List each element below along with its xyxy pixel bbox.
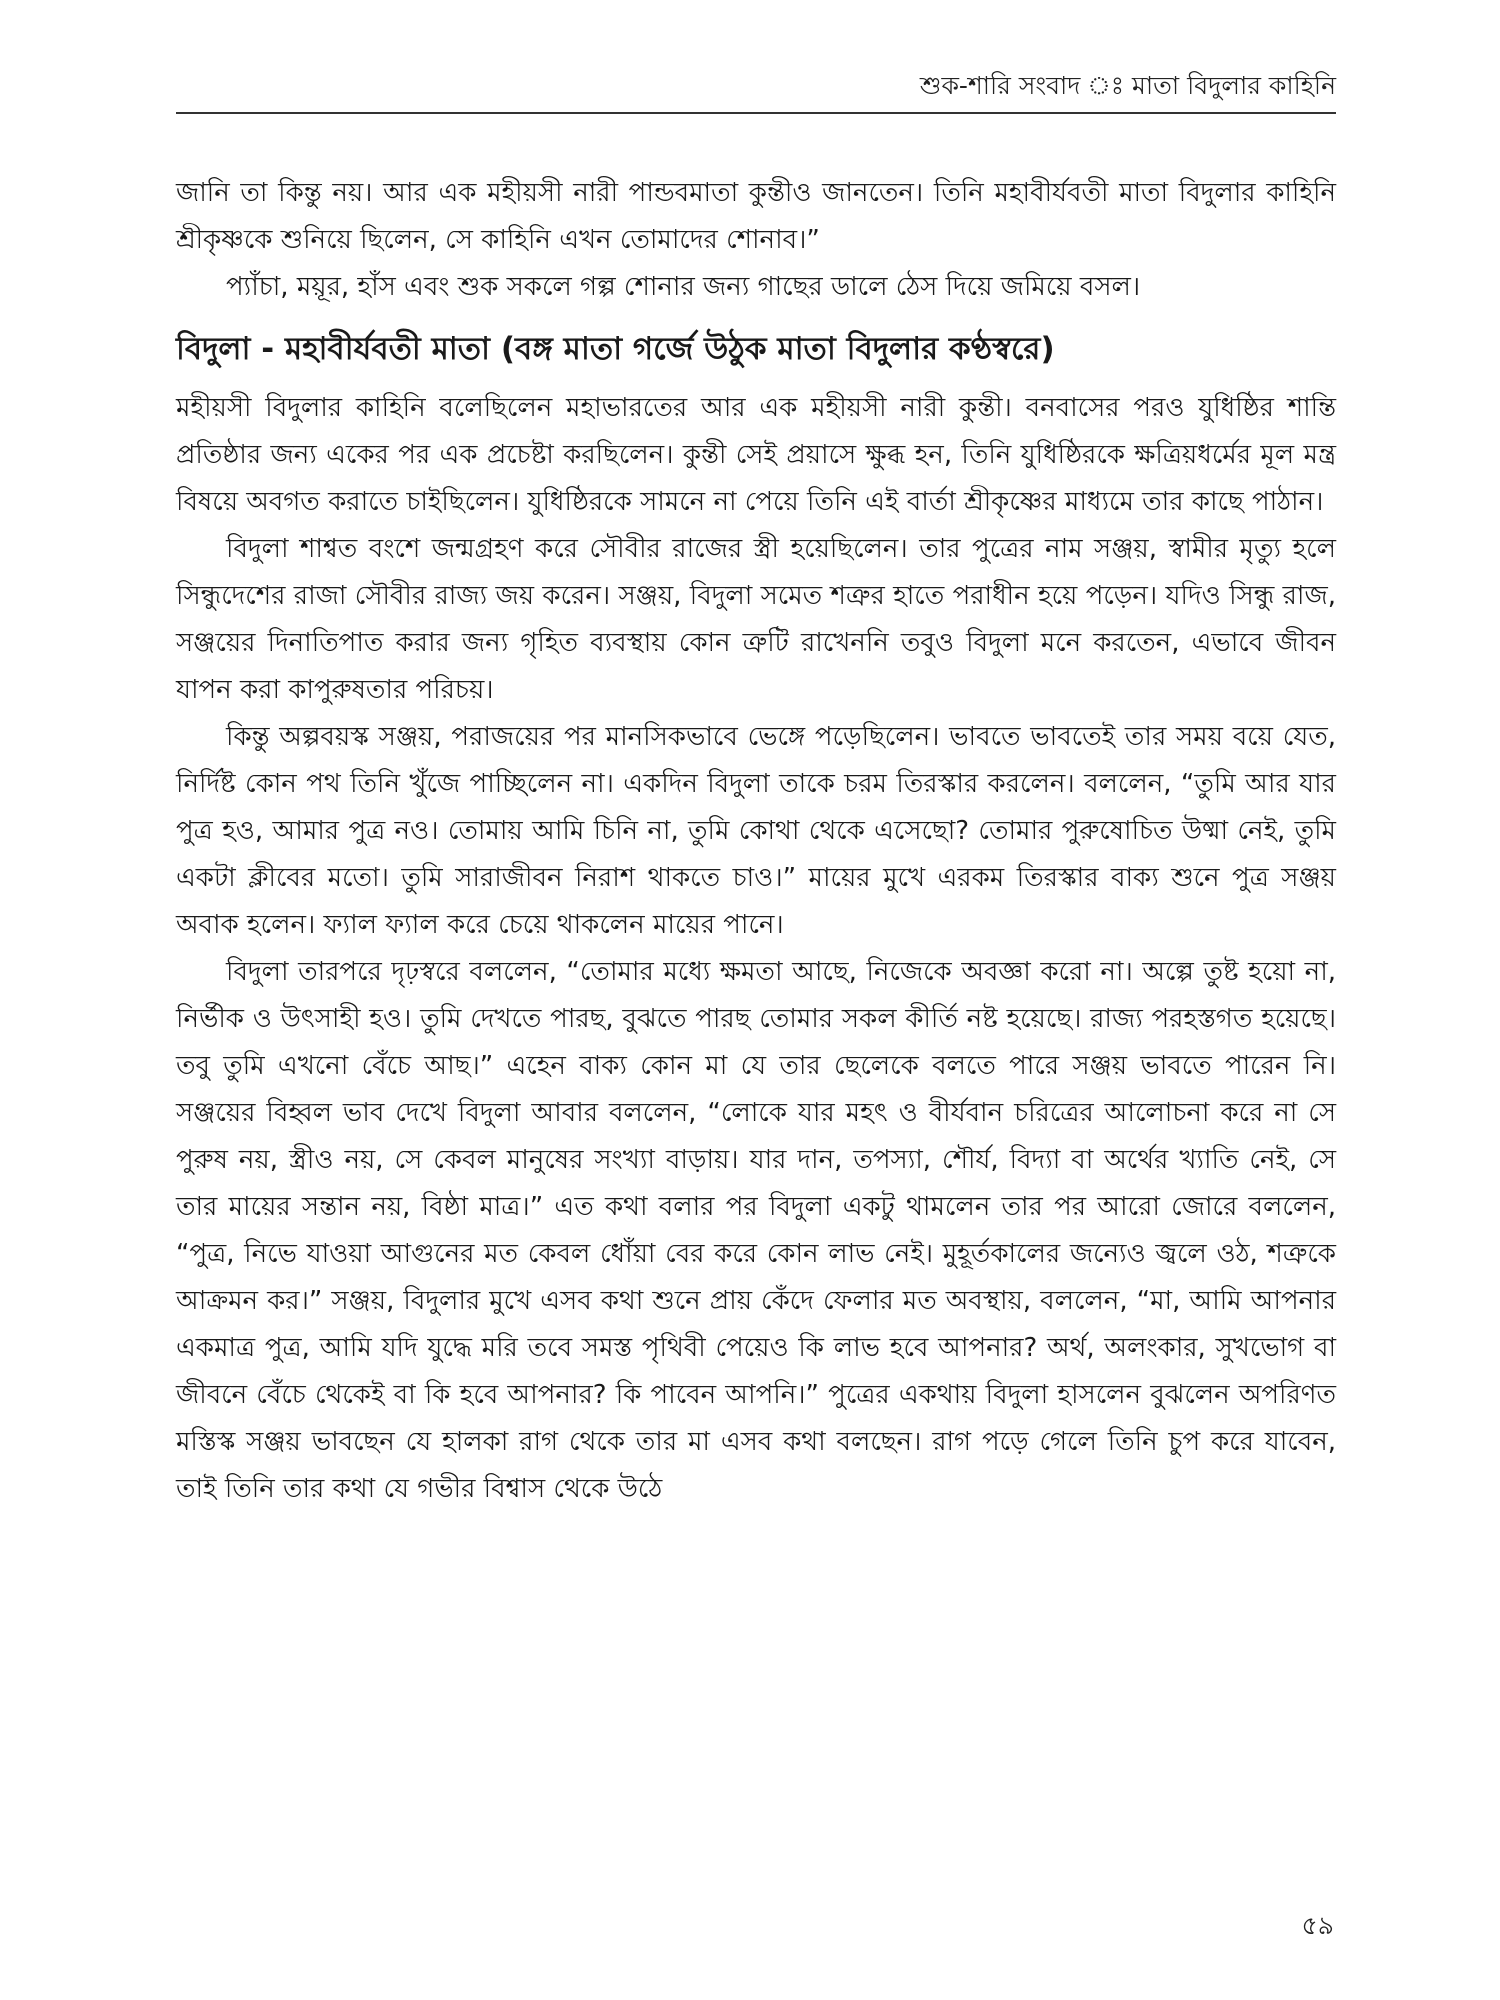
body-paragraph-2: বিদুলা শাশ্বত বংশে জন্মগ্রহণ করে সৌবীর রাজের স্ত্রী হয়েছিলেন। তার পুত্রের নাম সঞ্জয়, স্বামীর মৃত্যু হলে সিন্ধুদেশের রাজা সৌবীর রাজ্য জয় করেন। সঞ্জয়, বিদুলা সমেত শত্রুর হাতে পরাধীন হয়ে পড়েন। যদিও সিন্ধু রাজ, সঞ্জয়ের দিনাতিপাত করার জন্য গৃহিত ব্যবস্থায় কোন ত্রুটি রাখেননি তবুও বিদুলা মনে করতেন, এভাবে জীবন যাপন করা কাপুরুষতার পরিচয়। [176,534,1336,705]
body-paragraph-4: বিদুলা তারপরে দৃঢ়স্বরে বললেন, “তোমার মধ্যে ক্ষমতা আছে, নিজেকে অবজ্ঞা করো না। অল্পে তুষ্ট হয়ো না, নির্ভীক ও উৎসাহী হও। তুমি দেখতে পারছ, বুঝতে পারছ তোমার সকল কীর্তি নষ্ট হয়েছে। রাজ্য পরহস্তগত হয়েছে। তবু তুমি এখনো বেঁচে আছ।” এহেন বাক্য কোন মা যে তার ছেলেকে বলতে পারে সঞ্জয় ভাবতে পারেন নি। সঞ্জয়ের বিহ্বল ভাব দেখে বিদুলা আবার বললেন, “লোকে যার মহৎ ও বীর্যবান চরিত্রের আলোচনা করে না সে পুরুষ নয়, স্ত্রীও নয়, সে কেবল মানুষের সংখ্যা বাড়ায়। যার দান, তপস্যা, শৌর্য, বিদ্যা বা অর্থের খ্যাতি নেই, সে তার মায়ের সন্তান নয়, বিষ্ঠা মাত্র।” এত কথা বলার পর বিদুলা একটু থামলেন তার পর আরো জোরে বললেন, “পুত্র, নিভে যাওয়া আগুনের মত কেবল ধোঁয়া বের করে কোন লাভ নেই। মুহূর্তকালের জন্যেও জ্বলে ওঠ, শত্রুকে আক্রমন কর।” সঞ্জয়, বিদুলার মুখে এসব কথা শুনে প্রায় কেঁদে ফেলার মত অবস্থায়, বললেন, “মা, আমি আপনার একমাত্র পুত্র, আমি যদি যুদ্ধে মরি তবে সমস্ত পৃথিবী পেয়েও কি লাভ হবে আপনার? অর্থ, অলংকার, সুখভোগ বা জীবনে বেঁচে থেকেই বা কি হবে আপনার? কি পাবেন আপনি।” পুত্রের একথায় বিদুলা হাসলেন বুঝলেন অপরিণত মস্তিস্ক সঞ্জয় ভাবছেন যে হালকা রাগ থেকে তার মা এসব কথা বলছেন। রাগ পড়ে গেলে তিনি চুপ করে যাবেন, তাই তিনি তার কথা যে গভীর বিশ্বাস থেকে উঠে [176,957,1336,1504]
header-rule [176,112,1336,114]
intro-paragraph-2: প্যাঁচা, ময়ূর, হাঁস এবং শুক সকলে গল্প শোনার জন্য গাছের ডালে ঠেস দিয়ে জমিয়ে বসল। [226,272,1141,302]
section-heading: বিদুলা - মহাবীর্যবতী মাতা (বঙ্গ মাতা গর্জে উঠুক মাতা বিদুলার কণ্ঠস্বরে) [176,331,1055,367]
body-paragraph-1: মহীয়সী বিদুলার কাহিনি বলেছিলেন মহাভারতের আর এক মহীয়সী নারী কুন্তী। বনবাসের পরও যুধিষ্ঠির শান্তি প্রতিষ্ঠার জন্য একের পর এক প্রচেষ্টা করছিলেন। কুন্তী সেই প্রয়াসে ক্ষুব্ধ হন, তিনি যুধিষ্ঠিরকে ক্ষত্রিয়ধর্মের মূল মন্ত্র বিষয়ে অবগত করাতে চাইছিলেন। যুধিষ্ঠিরকে সামনে না পেয়ে তিনি এই বার্তা শ্রীকৃষ্ণের মাধ্যমে তার কাছে পাঠান। [176,393,1336,517]
page-body [176,170,1336,1513]
page-number: ৫৯ [1301,1911,1334,1940]
intro-paragraph-1: জানি তা কিন্তু নয়। আর এক মহীয়সী নারী পান্ডবমাতা কুন্তীও জানতেন। তিনি মহাবীর্যবতী মাতা বিদুলার কাহিনি শ্রীকৃষ্ণকে শুনিয়ে ছিলেন, সে কাহিনি এখন তোমাদের শোনাব।” [176,178,1336,255]
running-head: শুক-শারি সংবাদ ঃ মাতা বিদুলার কাহিনি [919,71,1336,100]
body-paragraph-3: কিন্তু অল্পবয়স্ক সঞ্জয়, পরাজয়ের পর মানসিকভাবে ভেঙ্গে পড়েছিলেন। ভাবতে ভাবতেই তার সময় বয়ে যেত, নির্দিষ্ট কোন পথ তিনি খুঁজে পাচ্ছিলেন না। একদিন বিদুলা তাকে চরম তিরস্কার করলেন। বললেন, “তুমি আর যার পুত্র হও, আমার পুত্র নও। তোমায় আমি চিনি না, তুমি কোথা থেকে এসেছো? তোমার পুরুষোচিত উষ্মা নেই, তুমি একটা ক্লীবের মতো। তুমি সারাজীবন নিরাশ থাকতে চাও।” মায়ের মুখে এরকম তিরস্কার বাক্য শুনে পুত্র সঞ্জয় অবাক হলেন। ফ্যাল ফ্যাল করে চেয়ে থাকলেন মায়ের পানে। [176,722,1336,940]
